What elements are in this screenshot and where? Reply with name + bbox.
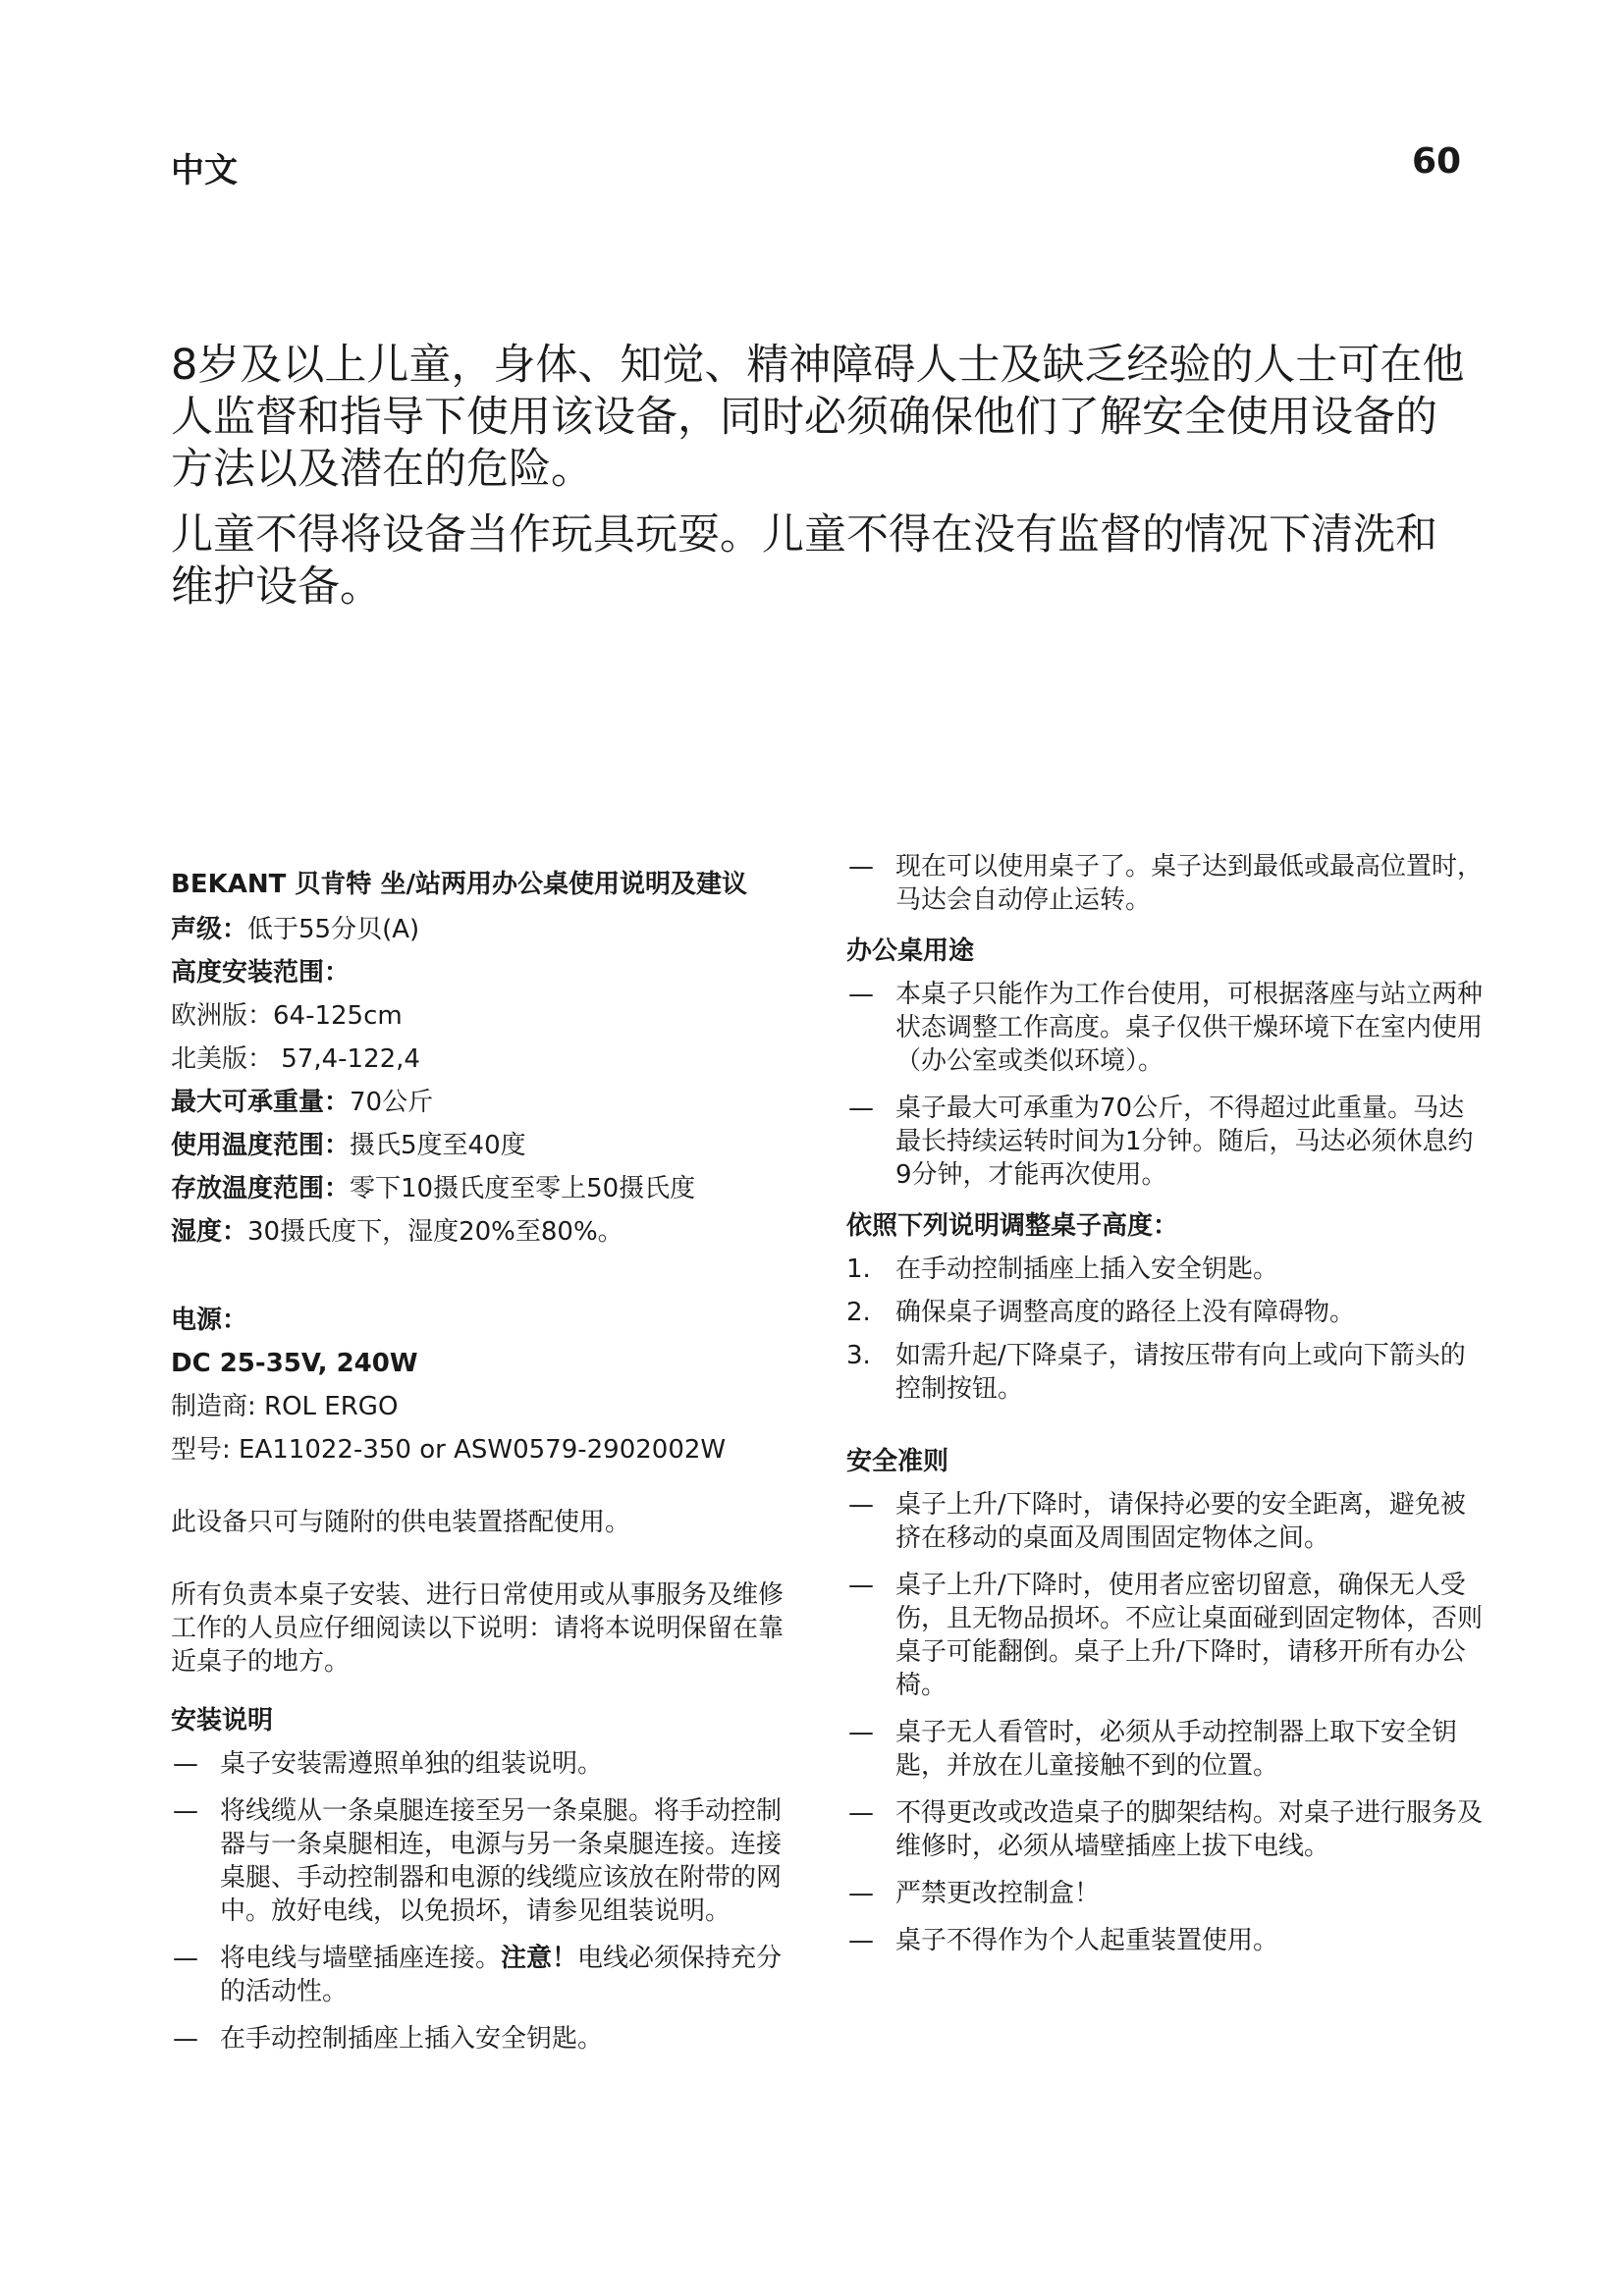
adjust-heading: 依照下列说明调整桌子高度：: [846, 1211, 1179, 1241]
read-note: 所有负责本桌子安装、进行日常使用或从事服务及维修工作的人员应仔细阅读以下说明：请将本说明保留在靠近桌子的地方。: [171, 1580, 785, 1677]
psu-note: 此设备只可与随附的供电装置搭配使用。: [171, 1508, 631, 1537]
ready-list: [846, 850, 1485, 917]
right-column: [846, 850, 1485, 1971]
list-item: — 桌子最大可承重为70公斤，不得超过此重量。马达最长持续运转时间为1分钟。随后，马达必须休息约9分钟，才能再次使用。: [846, 1092, 1485, 1192]
spec-height-eu: 欧洲版：64-125cm: [171, 1001, 403, 1031]
use-list: [846, 978, 1485, 1192]
list-item: — 桌子上升/下降时，请保持必要的安全距离，避免被挤在移动的桌面及周围固定物体之间。: [846, 1488, 1485, 1555]
list-item: 1. 在手动控制插座上插入安全钥匙。: [846, 1255, 1279, 1284]
install-heading: 安装说明: [171, 1706, 274, 1735]
list-item: — 严禁更改控制盒！: [846, 1877, 1485, 1910]
safety-heading: 安全准则: [846, 1447, 949, 1476]
safety-warning: [171, 340, 1467, 627]
spec-noise: 声级：低于55分贝(A): [171, 915, 420, 944]
list-item: — 将线缆从一条桌腿连接至另一条桌腿。将手动控制器与一条桌腿相连，电源与另一条桌腿连接。连接桌腿、手动控制器和电源的线缆应该放在附带的网中。放好电线，以免损坏，请参见组装说明。: [171, 1794, 799, 1928]
list-item: — 在手动控制插座上插入安全钥匙。: [171, 2022, 799, 2056]
spec-load: 最大可承重量：70公斤: [171, 1088, 434, 1117]
warning-paragraph: 8岁及以上儿童，身体、知觉、精神障碍人士及缺乏经验的人士可在他人监督和指导下使用该设备，同时必须确保他们了解安全使用设备的方法以及潜在的危险。: [171, 341, 1465, 494]
use-heading: 办公桌用途: [846, 936, 975, 966]
manufacturer: 制造商: ROL ERGO: [171, 1392, 399, 1421]
language-label: 中文: [171, 151, 238, 190]
page-number: 60: [1412, 141, 1462, 182]
left-column: [171, 854, 799, 2069]
list-item: — 桌子无人看管时，必须从手动控制器上取下安全钥匙，并放在儿童接触不到的位置。: [846, 1716, 1485, 1783]
safety-list: [846, 1488, 1485, 1957]
warning-paragraph: 儿童不得将设备当作玩具玩耍。儿童不得在没有监督的情况下清洗和维护设备。: [171, 510, 1437, 612]
spec-use-temp: 使用温度范围：摄氏5度至40度: [171, 1131, 526, 1160]
list-item: — 将电线与墙壁插座连接。注意！电线必须保持充分的活动性。: [171, 1942, 799, 2008]
list-item: — 桌子上升/下降时，使用者应密切留意，确保无人受伤，且无物品损坏。不应让桌面碰到固定物体，否则桌子可能翻倒。桌子上升/下降时，请移开所有办公椅。: [846, 1569, 1485, 1702]
install-list: [171, 1747, 799, 2056]
list-item: — 不得更改或改造桌子的脚架结构。对桌子进行服务及维修时，必须从墙壁插座上拔下电线。: [846, 1796, 1485, 1863]
spec-height-na: 北美版： 57,4-122,4: [171, 1044, 420, 1074]
power-rating: DC 25-35V, 240W: [171, 1349, 418, 1378]
list-item: — 桌子不得作为个人起重装置使用。: [846, 1924, 1485, 1957]
list-item: 2. 确保桌子调整高度的路径上没有障碍物。: [846, 1298, 1356, 1327]
list-item: 3. 如需升起/下降桌子，请按压带有向上或向下箭头的控制按钮。: [846, 1341, 1466, 1404]
spec-humidity: 湿度：30摄氏度下，湿度20%至80%。: [171, 1217, 623, 1247]
adjust-steps: [846, 1253, 1485, 1406]
list-item: — 桌子安装需遵照单独的组装说明。: [171, 1747, 799, 1781]
spec-store-temp: 存放温度范围：零下10摄氏度至零上50摄氏度: [171, 1174, 696, 1203]
spec-height-label: 高度安装范围：: [171, 958, 351, 988]
document-title: BEKANT 贝肯特 坐/站两用办公桌使用说明及建议: [171, 870, 747, 899]
list-item: — 现在可以使用桌子了。桌子达到最低或最高位置时，马达会自动停止运转。: [846, 850, 1485, 917]
power-label: 电源：: [171, 1306, 248, 1335]
list-item: — 本桌子只能作为工作台使用，可根据落座与站立两种状态调整工作高度。桌子仅供干燥环境下在室内使用（办公室或类似环境）。: [846, 978, 1485, 1078]
model-number: 型号: EA11022-350 or ASW0579-2902002W: [171, 1435, 727, 1465]
